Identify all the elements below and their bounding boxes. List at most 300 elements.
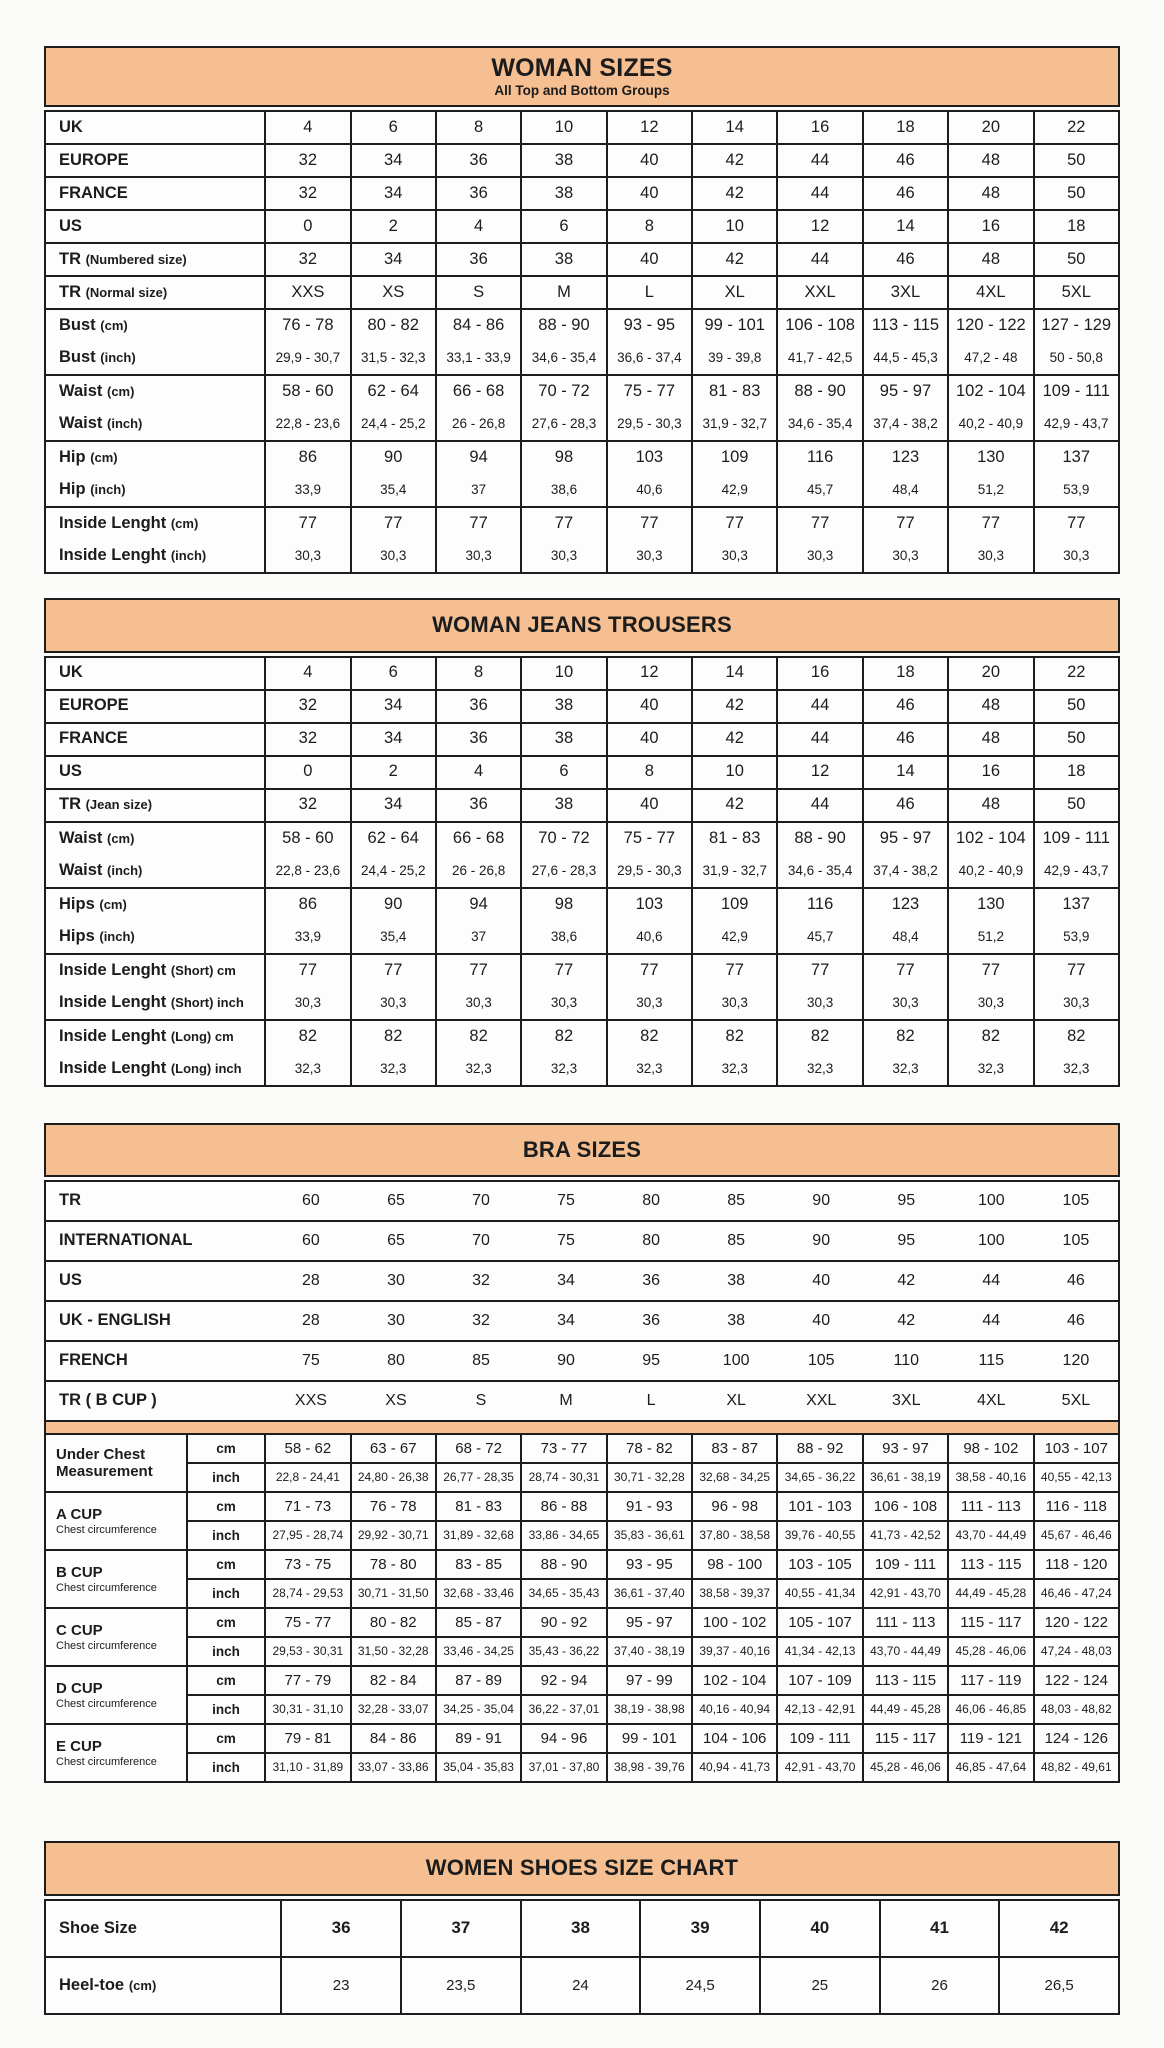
row-label-note: (inch) (107, 862, 143, 878)
size-value-cell: 27,6 - 28,3 (521, 408, 606, 441)
size-value-cell: 34,65 - 36,22 (777, 1463, 862, 1492)
size-value-cell: 39 (640, 1900, 760, 1957)
size-value-cell: 6 (521, 210, 606, 243)
size-value-cell: XS (353, 1381, 438, 1421)
size-value-cell: 30,3 (265, 540, 350, 573)
size-value-cell: 31,89 - 32,68 (436, 1521, 521, 1550)
size-value-cell: 35,4 (351, 474, 436, 507)
size-value-cell: 45,7 (777, 921, 862, 954)
size-value-cell: 103 (607, 888, 692, 921)
size-value-cell: 46 (863, 243, 948, 276)
table-row (45, 1221, 1119, 1261)
size-value-cell: 120 - 122 (1034, 1608, 1119, 1637)
size-value-cell: 104 - 106 (692, 1724, 777, 1753)
cup-sublabel: Chest circumference (56, 1524, 157, 1537)
size-value-cell: 30,3 (692, 987, 777, 1020)
size-value-cell: S (438, 1381, 523, 1421)
size-value-cell: 83 - 85 (436, 1550, 521, 1579)
size-value-cell: 30,3 (351, 540, 436, 573)
cup-name: E CUP (56, 1738, 102, 1756)
size-value-cell: 31,50 - 32,28 (351, 1637, 436, 1666)
size-value-cell: M (524, 1381, 609, 1421)
size-value-cell: 116 (777, 441, 862, 474)
size-value-cell: 51,2 (948, 921, 1033, 954)
size-value-cell: 50 (1034, 243, 1119, 276)
row-label-note: (cm) (107, 830, 135, 846)
size-value-cell: 36,61 - 37,40 (607, 1579, 692, 1608)
table-row (45, 111, 1119, 144)
row-label-text: Heel-toe (59, 1976, 125, 1995)
size-value-cell: 24,80 - 26,38 (351, 1463, 436, 1492)
size-value-cell: 42,9 (692, 474, 777, 507)
size-value-cell: 42,9 (692, 921, 777, 954)
cup-row-inch (45, 1463, 1119, 1492)
size-value-cell: 100 (949, 1181, 1034, 1221)
size-value-cell: 22 (1034, 657, 1119, 690)
table-row (45, 1900, 1119, 1957)
size-value-cell: 36 (436, 723, 521, 756)
cup-label (45, 1724, 187, 1782)
size-value-cell: 53,9 (1034, 921, 1119, 954)
size-value-cell: 40 (760, 1900, 880, 1957)
size-value-cell: 38,58 - 39,37 (692, 1579, 777, 1608)
table-row (45, 756, 1119, 789)
size-value-cell: 117 - 119 (948, 1666, 1033, 1695)
size-value-cell: 30 (353, 1261, 438, 1301)
table-row (45, 243, 1119, 276)
size-value-cell: 82 (521, 1020, 606, 1053)
size-value-cell: 30,3 (863, 987, 948, 1020)
row-label (45, 441, 265, 474)
size-value-cell: 30,3 (607, 987, 692, 1020)
row-label (45, 987, 265, 1020)
row-label-note: (cm) (128, 1978, 157, 1994)
row-label-text: US (59, 1271, 82, 1290)
cup-row-cm (45, 1550, 1119, 1579)
row-label-text: Waist (59, 860, 103, 879)
size-value-cell: 38 (521, 723, 606, 756)
size-value-cell: 76 - 78 (265, 309, 350, 342)
size-value-cell: 109 - 111 (1034, 822, 1119, 855)
size-value-cell: 30,3 (521, 540, 606, 573)
row-label (45, 690, 265, 723)
row-label (45, 954, 265, 987)
size-value-cell: 88 - 90 (777, 822, 862, 855)
size-value-cell: 14 (692, 657, 777, 690)
size-value-cell: 34,6 - 35,4 (777, 855, 862, 888)
size-value-cell: 40 (607, 789, 692, 822)
size-value-cell: 30,3 (777, 540, 862, 573)
size-value-cell: 46 (863, 144, 948, 177)
size-value-cell: 46 (1034, 1301, 1119, 1341)
woman-jeans-table (44, 656, 1120, 1087)
table-row (45, 690, 1119, 723)
size-value-cell: 115 (949, 1341, 1034, 1381)
size-value-cell: 27,6 - 28,3 (521, 855, 606, 888)
row-label-text: Shoe Size (59, 1919, 137, 1938)
table-row (45, 1020, 1119, 1053)
cup-sublabel: Chest circumference (56, 1640, 157, 1653)
size-value-cell: 40,2 - 40,9 (948, 408, 1033, 441)
table-row (45, 342, 1119, 375)
size-value-cell: 39,76 - 40,55 (777, 1521, 862, 1550)
size-value-cell: 42 (999, 1900, 1119, 1957)
size-value-cell: 43,70 - 44,49 (948, 1521, 1033, 1550)
size-value-cell: 36 (436, 144, 521, 177)
size-value-cell: 98 - 102 (948, 1434, 1033, 1463)
size-value-cell: 46 (863, 690, 948, 723)
cup-row-cm (45, 1434, 1119, 1463)
table-row (45, 441, 1119, 474)
row-label-note: (inch) (107, 416, 143, 432)
size-value-cell: 93 - 95 (607, 1550, 692, 1579)
unit-cell-inch: inch (187, 1637, 265, 1666)
size-value-cell: 109 (692, 441, 777, 474)
size-value-cell: 33,86 - 34,65 (521, 1521, 606, 1550)
size-value-cell: 30,3 (351, 987, 436, 1020)
size-value-cell: 8 (607, 756, 692, 789)
row-label (45, 822, 265, 855)
size-value-cell: 130 (948, 888, 1033, 921)
row-label (45, 474, 265, 507)
row-label (45, 1181, 268, 1221)
woman-sizes-subtitle: All Top and Bottom Groups (494, 83, 670, 98)
row-label-text: Inside Lenght (59, 992, 167, 1011)
size-value-cell: 77 (265, 954, 350, 987)
row-label (45, 855, 265, 888)
row-label-text: TR (59, 282, 81, 301)
size-value-cell: 137 (1034, 441, 1119, 474)
size-value-cell: 34,6 - 35,4 (777, 408, 862, 441)
size-value-cell: 81 - 83 (692, 375, 777, 408)
size-value-cell: 82 (863, 1020, 948, 1053)
size-value-cell: 82 (607, 1020, 692, 1053)
size-value-cell: 99 - 101 (607, 1724, 692, 1753)
size-value-cell: 16 (948, 210, 1033, 243)
cup-row-inch (45, 1637, 1119, 1666)
size-value-cell: 46,06 - 46,85 (948, 1695, 1033, 1724)
row-label (45, 111, 265, 144)
row-label-text: UK - ENGLISH (59, 1311, 171, 1330)
size-value-cell: 40 (607, 177, 692, 210)
size-value-cell: 92 - 94 (521, 1666, 606, 1695)
size-value-cell: 40 (607, 243, 692, 276)
size-value-cell: 33,46 - 34,25 (436, 1637, 521, 1666)
size-value-cell: S (436, 276, 521, 309)
size-value-cell: 36 (281, 1900, 401, 1957)
row-label (45, 507, 265, 540)
size-value-cell: 31,9 - 32,7 (692, 408, 777, 441)
row-label-note: (inch) (99, 928, 135, 944)
size-value-cell: 90 (351, 441, 436, 474)
woman-jeans-header (44, 598, 1120, 653)
size-value-cell: 29,9 - 30,7 (265, 342, 350, 375)
size-value-cell: 33,9 (265, 921, 350, 954)
size-value-cell: 90 (779, 1181, 864, 1221)
size-value-cell: 50 (1034, 144, 1119, 177)
size-value-cell: 48 (948, 789, 1033, 822)
size-value-cell: 23 (281, 1957, 401, 2014)
size-value-cell: 65 (353, 1221, 438, 1261)
row-label-text: UK (59, 117, 83, 136)
size-value-cell: XL (694, 1381, 779, 1421)
size-value-cell: 3XL (863, 276, 948, 309)
size-value-cell: 42,9 - 43,7 (1034, 855, 1119, 888)
size-value-cell: 32,3 (777, 1053, 862, 1086)
row-label (45, 1053, 265, 1086)
size-value-cell: 88 - 90 (521, 1550, 606, 1579)
size-value-cell: 45,28 - 46,06 (863, 1753, 948, 1782)
size-value-cell: 42 (864, 1261, 949, 1301)
size-value-cell: 77 (351, 507, 436, 540)
size-value-cell: 75 (268, 1341, 353, 1381)
size-value-cell: 95 (864, 1221, 949, 1261)
size-value-cell: 22,8 - 23,6 (265, 408, 350, 441)
row-label (45, 723, 265, 756)
size-value-cell: 111 - 113 (948, 1492, 1033, 1521)
size-value-cell: 76 - 78 (351, 1492, 436, 1521)
size-value-cell: 40,94 - 41,73 (692, 1753, 777, 1782)
size-value-cell: 38 (521, 144, 606, 177)
row-label (45, 1957, 281, 2014)
size-value-cell: 77 (436, 507, 521, 540)
size-value-cell: 120 (1034, 1341, 1119, 1381)
size-value-cell: 86 (265, 888, 350, 921)
size-value-cell: 38,19 - 38,98 (607, 1695, 692, 1724)
size-value-cell: 77 (948, 507, 1033, 540)
size-value-cell: 6 (521, 756, 606, 789)
size-value-cell: 22 (1034, 111, 1119, 144)
size-value-cell: 79 - 81 (265, 1724, 350, 1753)
bra-sizes-section (44, 1123, 1120, 1784)
size-value-cell: 37 (436, 921, 521, 954)
size-value-cell: 58 - 60 (265, 822, 350, 855)
unit-cell-cm: cm (187, 1434, 265, 1463)
row-label-text: FRANCE (59, 183, 128, 202)
size-value-cell: 23,5 (401, 1957, 521, 2014)
size-value-cell: 53,9 (1034, 474, 1119, 507)
size-value-cell: 30,3 (436, 987, 521, 1020)
size-value-cell: 38 (521, 789, 606, 822)
size-value-cell: 35,43 - 36,22 (521, 1637, 606, 1666)
size-value-cell: 40,6 (607, 921, 692, 954)
row-label-text: Bust (59, 348, 96, 367)
size-value-cell: 45,28 - 46,06 (948, 1637, 1033, 1666)
row-label-note: (inch) (100, 350, 136, 366)
size-value-cell: 34 (351, 144, 436, 177)
size-value-cell: 42 (692, 243, 777, 276)
table-row (45, 144, 1119, 177)
size-value-cell: 85 (694, 1181, 779, 1221)
row-label-note: (Short) cm (170, 962, 236, 978)
size-value-cell: 46 (863, 723, 948, 756)
size-value-cell: 6 (351, 657, 436, 690)
unit-cell-cm: cm (187, 1492, 265, 1521)
cup-sublabel: Chest circumference (56, 1756, 157, 1769)
row-label-text: US (59, 762, 82, 781)
row-label-text: TR (59, 249, 81, 268)
size-value-cell: 16 (948, 756, 1033, 789)
size-value-cell: 113 - 115 (863, 1666, 948, 1695)
size-value-cell: 38,98 - 39,76 (607, 1753, 692, 1782)
size-value-cell: 60 (268, 1221, 353, 1261)
size-value-cell: 75 - 77 (607, 822, 692, 855)
size-value-cell: 34,25 - 35,04 (436, 1695, 521, 1724)
size-value-cell: 50 (1034, 789, 1119, 822)
size-value-cell: 28 (268, 1261, 353, 1301)
size-value-cell: 82 (777, 1020, 862, 1053)
size-value-cell: 24,4 - 25,2 (351, 855, 436, 888)
size-value-cell: 32,3 (265, 1053, 350, 1086)
size-value-cell: 34 (351, 789, 436, 822)
shoes-section (44, 1841, 1120, 2015)
size-value-cell: 37,80 - 38,58 (692, 1521, 777, 1550)
size-value-cell: 90 (351, 888, 436, 921)
size-value-cell: 77 (1034, 954, 1119, 987)
size-value-cell: 95 (609, 1341, 694, 1381)
table-row (45, 723, 1119, 756)
row-label (45, 1221, 268, 1261)
bra-section-divider (44, 1422, 1120, 1433)
size-value-cell: 2 (351, 210, 436, 243)
row-label (45, 1261, 268, 1301)
size-value-cell: 77 (692, 954, 777, 987)
size-value-cell: 94 (436, 441, 521, 474)
size-value-cell: 70 - 72 (521, 822, 606, 855)
size-value-cell: 40,55 - 42,13 (1034, 1463, 1119, 1492)
size-value-cell: 111 - 113 (863, 1608, 948, 1637)
size-value-cell: 5XL (1034, 1381, 1119, 1421)
cup-row-cm (45, 1724, 1119, 1753)
table-row (45, 1181, 1119, 1221)
size-value-cell: 109 - 111 (1034, 375, 1119, 408)
row-label (45, 789, 265, 822)
size-value-cell: XXS (268, 1381, 353, 1421)
size-value-cell: 103 (607, 441, 692, 474)
size-value-cell: 4 (265, 111, 350, 144)
row-label-text: FRENCH (59, 1351, 128, 1370)
size-value-cell: 31,10 - 31,89 (265, 1753, 350, 1782)
size-value-cell: 77 (863, 954, 948, 987)
size-value-cell: 40 (607, 144, 692, 177)
size-value-cell: 50 - 50,8 (1034, 342, 1119, 375)
size-value-cell: 38,6 (521, 474, 606, 507)
size-value-cell: 30,3 (607, 540, 692, 573)
size-value-cell: 30,3 (1034, 540, 1119, 573)
row-label-text: Inside Lenght (59, 1058, 167, 1077)
size-value-cell: 36,22 - 37,01 (521, 1695, 606, 1724)
size-value-cell: 85 - 87 (436, 1608, 521, 1637)
size-value-cell: 34 (351, 177, 436, 210)
row-label (45, 1301, 268, 1341)
size-value-cell: 45,67 - 46,46 (1034, 1521, 1119, 1550)
size-value-cell: 36,61 - 38,19 (863, 1463, 948, 1492)
size-value-cell: 0 (265, 756, 350, 789)
size-value-cell: 42 (692, 144, 777, 177)
size-value-cell: 77 (607, 507, 692, 540)
size-value-cell: 32,3 (692, 1053, 777, 1086)
size-value-cell: 16 (777, 657, 862, 690)
size-value-cell: 48 (948, 723, 1033, 756)
size-value-cell: 30 (353, 1301, 438, 1341)
size-value-cell: 93 - 95 (607, 309, 692, 342)
size-value-cell: 20 (948, 657, 1033, 690)
size-value-cell: XS (351, 276, 436, 309)
size-value-cell: 40,2 - 40,9 (948, 855, 1033, 888)
size-value-cell: 75 (524, 1181, 609, 1221)
cup-label (45, 1434, 187, 1492)
size-value-cell: 45,7 (777, 474, 862, 507)
size-value-cell: 37 (401, 1900, 521, 1957)
size-value-cell: 98 - 100 (692, 1550, 777, 1579)
size-value-cell: 95 - 97 (863, 375, 948, 408)
size-value-cell: 116 - 118 (1034, 1492, 1119, 1521)
bra-conversion-table (44, 1180, 1120, 1422)
shoes-table (44, 1899, 1120, 2015)
size-value-cell: 73 - 77 (521, 1434, 606, 1463)
size-value-cell: 40 (607, 723, 692, 756)
size-value-cell: 80 (353, 1341, 438, 1381)
row-label-note: (cm) (99, 896, 127, 912)
row-label (45, 756, 265, 789)
shoes-title: WOMEN SHOES SIZE CHART (425, 1855, 739, 1881)
size-value-cell: 12 (607, 657, 692, 690)
row-label-text: Hips (59, 894, 95, 913)
size-value-cell: 40 (607, 690, 692, 723)
size-value-cell: 32,3 (436, 1053, 521, 1086)
table-row (45, 474, 1119, 507)
size-value-cell: 39 - 39,8 (692, 342, 777, 375)
cup-name: A CUP (56, 1506, 103, 1524)
row-label-text: INTERNATIONAL (59, 1231, 193, 1250)
size-value-cell: 42,9 - 43,7 (1034, 408, 1119, 441)
table-row (45, 921, 1119, 954)
size-value-cell: 34,6 - 35,4 (521, 342, 606, 375)
size-value-cell: 14 (863, 756, 948, 789)
size-value-cell: 87 - 89 (436, 1666, 521, 1695)
size-value-cell: 35,04 - 35,83 (436, 1753, 521, 1782)
size-value-cell: 106 - 108 (777, 309, 862, 342)
size-value-cell: 27,95 - 28,74 (265, 1521, 350, 1550)
size-value-cell: 0 (265, 210, 350, 243)
size-value-cell: 14 (692, 111, 777, 144)
size-value-cell: 70 - 72 (521, 375, 606, 408)
size-value-cell: 41 (880, 1900, 1000, 1957)
size-value-cell: 30,3 (265, 987, 350, 1020)
size-value-cell: 32 (265, 690, 350, 723)
size-value-cell: 89 - 91 (436, 1724, 521, 1753)
size-value-cell: 32,28 - 33,07 (351, 1695, 436, 1724)
row-label (45, 657, 265, 690)
row-label-text: Waist (59, 382, 103, 401)
table-row (45, 276, 1119, 309)
size-value-cell: 124 - 126 (1034, 1724, 1119, 1753)
row-label-note: (cm) (170, 516, 199, 532)
size-value-cell: 37,40 - 38,19 (607, 1637, 692, 1666)
size-value-cell: 30,3 (521, 987, 606, 1020)
size-value-cell: 86 (265, 441, 350, 474)
cup-row-inch (45, 1695, 1119, 1724)
table-row (45, 789, 1119, 822)
size-value-cell: 34 (524, 1301, 609, 1341)
size-value-cell: 47,2 - 48 (948, 342, 1033, 375)
table-row (45, 822, 1119, 855)
size-value-cell: 8 (607, 210, 692, 243)
size-value-cell: 82 (948, 1020, 1033, 1053)
size-value-cell: 66 - 68 (436, 375, 521, 408)
size-value-cell: 73 - 75 (265, 1550, 350, 1579)
size-value-cell: 46,46 - 47,24 (1034, 1579, 1119, 1608)
